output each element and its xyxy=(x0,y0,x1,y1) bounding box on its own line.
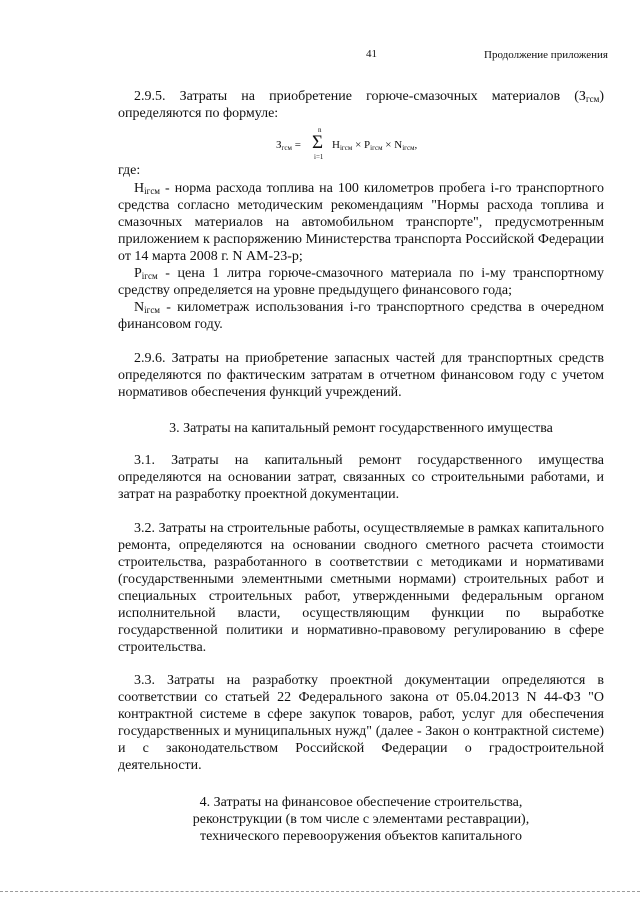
section-4-heading xyxy=(118,794,604,845)
formula-sum-upper: n xyxy=(318,126,322,134)
paragraph-2-9-5-text-after: ) определяются по формуле: xyxy=(118,89,604,121)
definition-n-sub: iгсм xyxy=(144,305,161,315)
definition-h-term: H xyxy=(134,181,145,196)
formula-sigma-symbol: Σ xyxy=(312,132,324,153)
formula-times-1: × xyxy=(352,139,365,151)
page-cut-line xyxy=(0,891,640,892)
continuation-label: Продолжение приложения xyxy=(484,49,608,61)
definition-n-text: - километраж использования i-го транспортного средства в очередном финансовом году. xyxy=(118,300,604,332)
paragraph-2-9-5-text-before: 2.9.5. Затраты на приобретение горюче-смазочных материалов (З xyxy=(134,89,586,104)
formula-equals: = xyxy=(291,139,301,151)
section-4-heading-line-1: 4. Затраты на финансовое обеспечение строительства, xyxy=(199,795,523,810)
formula-n: N xyxy=(394,139,403,151)
formula-h: H xyxy=(332,139,340,151)
formula-rhs xyxy=(332,139,417,151)
definition-h xyxy=(118,180,604,265)
formula-lhs xyxy=(276,139,301,151)
paragraph-3-3: 3.3. Затраты на разработку проектной документации определяются в соответствии со статьей 22 Федерального закона от 05.04.2013 N 44-ФЗ "О контрактной системе в сфере закупок товаров, работ, услуг для обеспечения государственных и муниципальных нужд" (далее - Закон о контрактной системе) и с законодательством Российской Федерации о градостроительной деятельности. xyxy=(118,673,604,773)
definition-n-term: N xyxy=(134,300,145,315)
section-3-heading: 3. Затраты на капитальный ремонт государственного имущества xyxy=(169,421,553,436)
section-4-heading-line-2: реконструкции (в том числе с элементами реставрации), xyxy=(192,812,530,827)
definition-p xyxy=(118,265,604,299)
formula-lhs-sub: гсм xyxy=(281,144,292,152)
formula-p: P xyxy=(364,139,371,151)
formula-times-2: × xyxy=(382,139,395,151)
paragraph-2-9-5 xyxy=(118,88,604,122)
paragraph-3-2: 3.2. Затраты на строительные работы, осуществляемые в рамках капитального ремонта, определяются на основании сводного сметного расчета стоимости строительства, разработанного в соответствии с методиками и нормативами (государственными элементными сметными нормами) строительных работ и специальных строительных работ, утвержденными федеральным органом исполнительной власти, осуществляющим функции по выработке государственной политики и нормативно-правовому регулированию в сфере строительства. xyxy=(118,521,604,655)
definition-h-text: - норма расхода топлива на 100 километров пробега i-го транспортного средства согласно методическим рекомендациям "Нормы расхода топлива и смазочных материалов на автомобильном транспорте", предусмотренным приложением к распоряжению Министерства транспорта Российской Федерации от 14 марта 2008 г. N АМ-23-р; xyxy=(118,181,604,264)
section-4-heading-line-3: технического перевооружения объектов капитального xyxy=(200,829,522,844)
fuel-cost-formula xyxy=(268,126,468,162)
paragraph-2-9-6: 2.9.6. Затраты на приобретение запасных частей для транспортных средств определяются по фактическим затратам в отчетном финансовом году с учетом нормативов обеспечения функций учреждений. xyxy=(118,351,604,400)
where-label: где: xyxy=(118,163,141,178)
formula-n-sub: iгсм xyxy=(402,144,415,152)
formula-lhs-symbol: З xyxy=(276,139,282,151)
formula-p-sub: iгсм xyxy=(370,144,383,152)
paragraph-3-1: 3.1. Затраты на капитальный ремонт государственного имущества определяются на основании затрат, связанных со строительными работами, и затрат на разработку проектной документации. xyxy=(118,453,604,502)
formula-h-sub: iгсм xyxy=(339,144,353,152)
paragraph-2-9-5-sub: гсм xyxy=(585,94,600,104)
definition-p-sub: iгсм xyxy=(141,271,158,281)
formula-sum-lower: i=1 xyxy=(314,153,324,161)
formula-comma: , xyxy=(414,139,418,151)
definition-h-sub: iгсм xyxy=(144,186,161,196)
page-number: 41 xyxy=(366,48,377,60)
definition-p-text: - цена 1 литра горюче-смазочного материала по i-му транспортному средству определяется на уровне предыдущего финансового года; xyxy=(118,266,604,298)
definition-n xyxy=(118,299,604,333)
definition-p-term: P xyxy=(134,266,142,281)
